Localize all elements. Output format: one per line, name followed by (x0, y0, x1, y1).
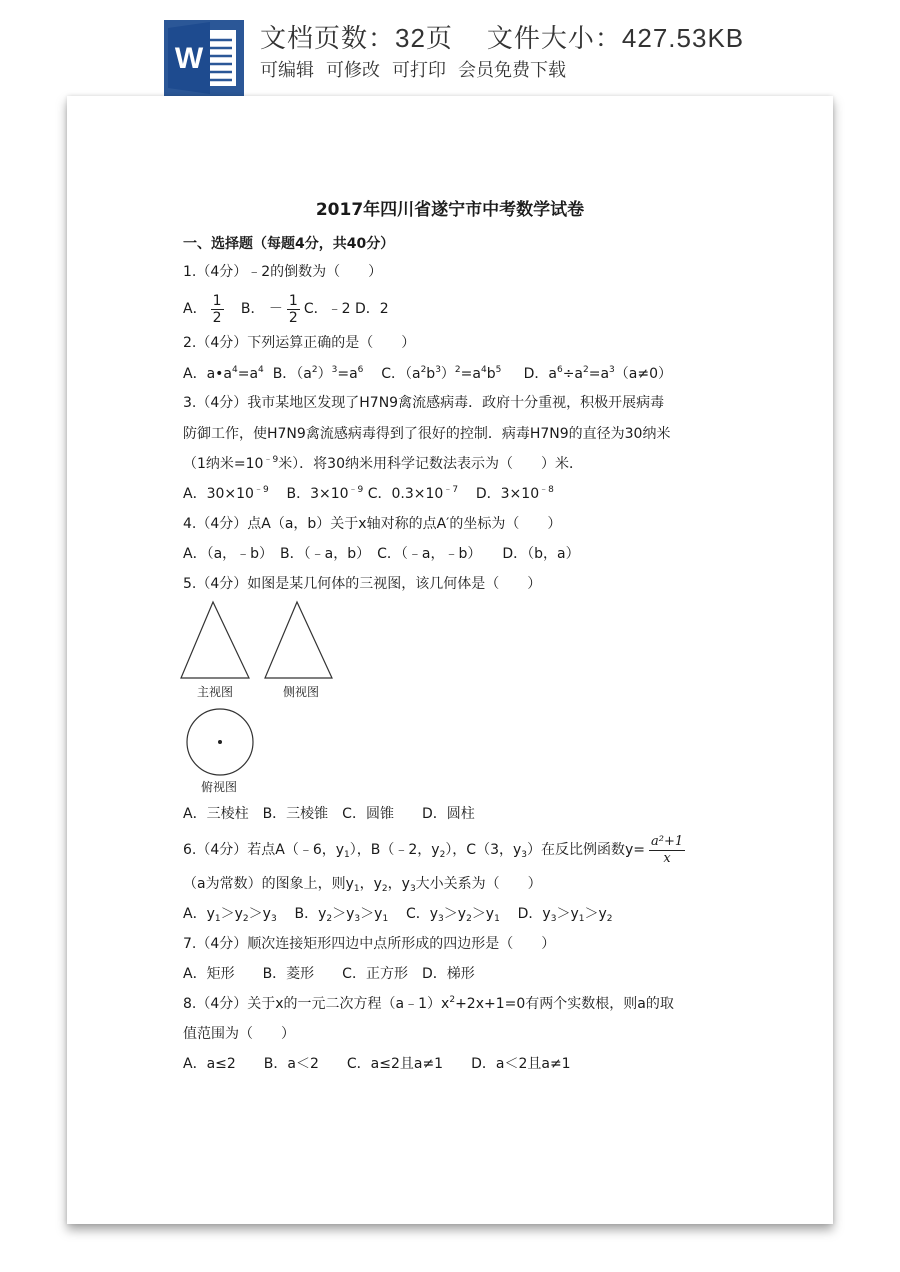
document-stats (260, 18, 744, 55)
feature-modifiable: 可修改 (326, 60, 380, 80)
question-3-options: A．$30\times 10^{﹣9}$ B．$3\times 10^{﹣9}$ C．$0.3\times 10^{﹣7}$ D．$3\times 10^{﹣8}$ (183, 485, 554, 502)
question-6-line-1: 6.（4分）若点A（﹣6，$y_1$），B（﹣2，$y_2$），C（3，$y_3$）在反比例函数y= $\frac{\text{a²+1}}{x}$ (183, 833, 684, 866)
fraction-a-squared-plus-one-over-x: $\frac{\text{a²+1}}{x}$ (651, 833, 684, 866)
feature-list (260, 56, 578, 82)
fraction-one-half: $\frac{1}{2}$ (212, 292, 222, 326)
question-6-options (183, 904, 613, 924)
q6-option-a: A．$y_1>y_2>y_3$ (183, 906, 277, 924)
q6-option-c: C．$y_3>y_2>y_1$ (405, 906, 500, 924)
side-view-triangle (265, 602, 332, 678)
question-4-stem: 4.（4分）点A（a，b）关于x轴对称的点A′的坐标为（ ） (183, 516, 562, 532)
question-1-options: A． $\frac{1}{2}$ B． － $\frac{1}{2}$ C．﹣2 D．2 (183, 292, 389, 326)
question-6-line-2: （a为常数）的图象上，则$y_1$，$y_2$，$y_3$大小关系为（ ） (183, 876, 542, 894)
question-8-options: A．a≤2 B．a＜2 C．a≤2且a≠1 D．a＜2且a≠1 (183, 1056, 571, 1072)
question-1-stem: 1.（4分）﹣2的倒数为（ ） (183, 264, 383, 280)
svg-text:W: W (174, 42, 204, 75)
question-2-options: A．$a•a^4=a^4$ B．$(a^2)^3=a^6$ C．$(a^2b^3)^2=a^4b^5$ D．$a^6\div a^2=a^3(a\ne 0)$ (183, 365, 672, 382)
q6-option-b: B．$y_2>y_3>y_1$ (294, 906, 389, 924)
top-view-label: 俯视图 (200, 780, 238, 794)
question-5-stem: 5.（4分）如图是某几何体的三视图，该几何体是（ ） (183, 576, 542, 592)
feature-editable: 可编辑 (260, 60, 314, 80)
question-4-options: A．（a，﹣b） B．（﹣a，b） C．（﹣a，﹣b） D．（b，a） (183, 546, 580, 562)
question-8-line-1: 8.（4分）关于x的一元二次方程$(a﹣1)x^2+2x+1=0$有两个实数根，则a的取 (183, 995, 674, 1012)
page-count: 文档页数：32页 (260, 23, 453, 53)
question-3-line-2: 防御工作，使H7N9禽流感病毒得到了很好的控制．病毒H7N9的直径为30纳米 (183, 426, 671, 442)
feature-member-free-download: 会员免费下载 (458, 60, 566, 80)
side-view-label: 侧视图 (282, 685, 320, 699)
question-3-line-1: 3.（4分）我市某地区发现了H7N9禽流感病毒．政府十分重视，积极开展病毒 (183, 395, 665, 411)
section-heading: 一、选择题（每题4分，共40分） (183, 236, 395, 252)
feature-printable: 可打印 (392, 60, 446, 80)
q6-option-d: D．$y_3>y_1>y_2$ (517, 906, 613, 924)
question-8-line-2: 值范围为（ ） (183, 1026, 295, 1042)
document-info-header (0, 0, 900, 100)
question-3-line-3: （1纳米$=10^{﹣9}$米）．将30纳米用科学记数法表示为（ ）米． (183, 455, 584, 472)
top-view-center-point (218, 740, 222, 744)
fraction-minus-one-half: $\frac{1}{2}$ (288, 292, 298, 326)
front-view-triangle (181, 602, 249, 678)
front-view-label: 主视图 (196, 685, 234, 699)
three-view-figure (177, 600, 347, 796)
document-page (67, 96, 833, 1224)
question-7-options: A．矩形 B．菱形 C．正方形 D．梯形 (183, 966, 475, 982)
question-2-stem: 2.（4分）下列运算正确的是（ ） (183, 335, 416, 351)
question-7-stem: 7.（4分）顺次连接矩形四边中点所形成的四边形是（ ） (183, 936, 556, 952)
question-5-options: A．三棱柱 B．三棱锥 C．圆锥 D．圆柱 (183, 806, 475, 822)
file-size: 文件大小：427.53KB (486, 23, 745, 53)
exam-title: 2017年四川省遂宁市中考数学试卷 (315, 200, 585, 220)
word-document-icon (164, 20, 244, 96)
